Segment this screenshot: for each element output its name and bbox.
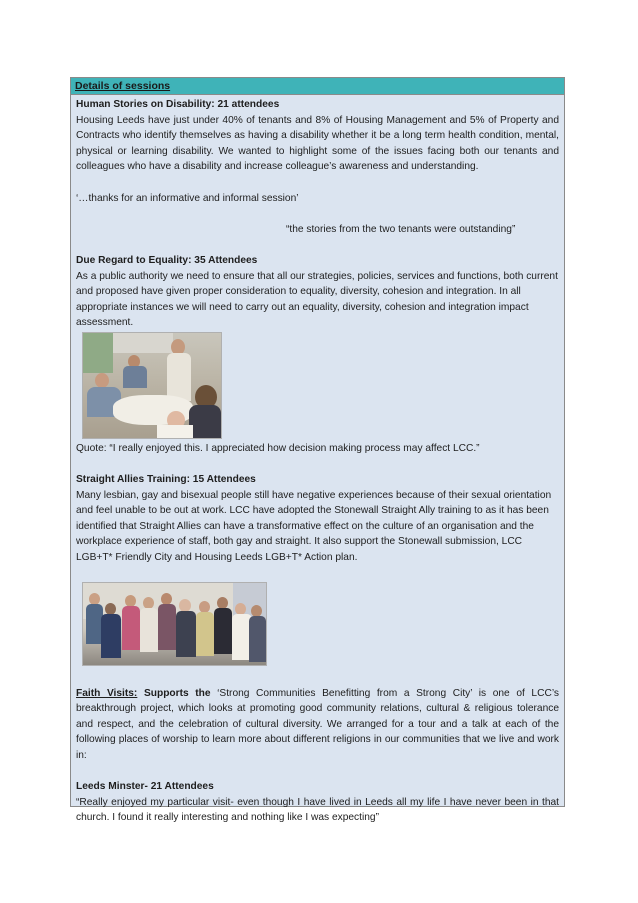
faith-body: ‘Strong Communities Benefitting from a Strong City’ is one of LCC’s breakthrough project, which looks at promoting good community relations, cultural & religious tolerance and respect, and the celebration of cultural diversity. We arranged for a tour and a talk at each of the following places of worship to learn more about different religions in our communities that we live and work in: <box>76 687 559 762</box>
equality-heading: Due Regard to Equality: 35 Attendees <box>76 254 258 266</box>
sessions-table <box>70 77 565 824</box>
equality-session-photo <box>82 332 222 439</box>
disability-heading: Human Stories on Disability: 21 attendees <box>76 99 280 110</box>
disability-quote-2: “the stories from the two tenants were outstanding” <box>286 223 516 235</box>
minster-heading: Leeds Minster- 21 Attendees <box>76 781 214 793</box>
allies-group-photo <box>82 582 267 666</box>
equality-body: As a public authority we need to ensure that all our strategies, policies, services and functions, both current and proposed have given proper consideration to equality, diversity, cohesion and integration. In all appropriate instances we will need to carry out an equality, diversity, cohesion and integration impact assessment. <box>76 270 558 329</box>
faith-lead: Supports the <box>143 687 211 699</box>
table-header: Details of sessions <box>71 78 564 95</box>
table-body <box>71 95 564 824</box>
allies-body: Many lesbian, gay and bisexual people still have negative experiences because of their sexual orientation and feel unable to be out at work. LCC have adopted the Stonewall Straight Ally training to as it has been identified that Straight Allies can have a transformative effect on the culture of an organisation and the workplace experience of staff, both gay and straight. It also support the Stonewall submission, LCC LGB+T* Friendly City and Housing Leeds LGB+T* Action plan. <box>76 489 552 564</box>
equality-quote: Quote: “I really enjoyed this. I appreciated how decision making process may affect LCC.” <box>76 442 480 454</box>
allies-heading: Straight Allies Training: 15 Attendees <box>76 474 256 486</box>
disability-quote-1: ‘…thanks for an informative and informal session’ <box>76 192 299 204</box>
faith-paragraph <box>76 686 559 764</box>
minster-body: “Really enjoyed my particular visit- even though I have lived in Leeds all my life I have never been in that church. I found it really interesting and nothing like I was expecting” <box>76 796 559 824</box>
faith-heading: Faith Visits: <box>76 687 138 699</box>
disability-body: Housing Leeds have just under 40% of tenants and 8% of Housing Management and 5% of Property and Contracts who identify themselves as having a disability whether it be a long term health condition, mental, physical or learning disability. We wanted to highlight some of the issues facing both our tenants and colleagues who have a disability and increase colleague’s awareness and understanding. <box>76 114 559 173</box>
